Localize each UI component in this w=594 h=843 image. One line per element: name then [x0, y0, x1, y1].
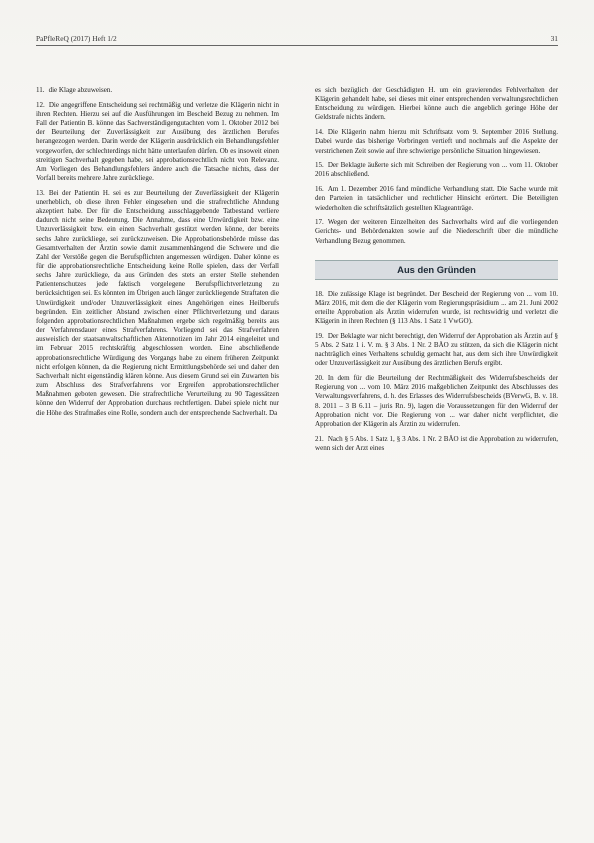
paragraph-text: es sich bezüglich der Geschädigten H. um ein gravierendes Fehlverhalten der Klägerin gehandelt habe, sei dieses mit einer entsprechenden verwaltungsrechtlichen Entscheidung zu würdigen. Hierbei könne auch die angeblich geringe Höhe der Geldstrafe nichts ändern. [315, 86, 558, 122]
paragraph [315, 374, 558, 429]
paragraph-number: 14. [315, 128, 324, 137]
paragraph-text: Am 1. Dezember 2016 fand mündliche Verhandlung statt. Die Sache wurde mit den Parteien in tatsächlicher und rechtlicher Hinsicht erörtert. Die Beteiligten wiederholten die schriftsätzlich gestellten Klageanträge. [315, 185, 558, 212]
paragraph-text: Die zulässige Klage ist begründet. Der Bescheid der Regierung von ... vom 10. März 2016, mit dem die der Klägerin vom Regierungspräsidium ... am 21. Juni 2002 erteilte Approbation als Ärztin widerrufen wurde, ist rechtswidrig und verletzt die Klägerin in ihren Rechten (§ 113 Abs. 1 Satz 1 VwGO). [315, 289, 558, 326]
paragraph-text: Der Beklagte war nicht berechtigt, den Widerruf der Approbation als Ärztin auf § 5 Abs. 2 Satz 1 i. V. m. § 3 Abs. 1 Nr. 2 BÄO zu stützen, da sich die Klägerin nicht nachträglich eines Verhaltens schuldig gemacht hat, aus dem sich ihre Unwürdigkeit oder Unzuverlässigkeit zur Ausübung des ärztlichen Berufs ergibt. [315, 331, 558, 368]
paragraph [36, 101, 279, 183]
running-header [36, 34, 558, 46]
paragraph [315, 185, 558, 212]
paragraph-number: 20. [315, 374, 324, 383]
paragraph [315, 86, 558, 123]
paragraph-number: 16. [315, 185, 324, 194]
section-heading: Aus den Gründen [315, 260, 558, 280]
paragraph-text: Bei der Patientin H. sei es zur Beurteilung der Zuverlässigkeit der Klägerin unerheblich, ob diese ihren Fehler eingesehen und die strafrechtliche Ahndung akzeptiert habe. Der für die Entscheidung ausschlaggebende Tatbestand verliere dadurch nicht seine Bedeutung. Die Annahme, dass eine Unwürdigkeit bzw. eine Unzuverlässigkeit bzw. ein einen Sachverhalt gestützt werden könne, der bereits sechs Jahre zurückliege, sei zurückzuweisen. Die Approbationsbehörde müsse das Gesamtverhalten der Ärztin sowie damit zusammenhängend die Schwere und die Zahl der Verstöße gegen die Berufspflichten angemessen würdigen. Daher könne es für die approbationsrechtliche Entscheidung keine Rolle spielen, dass der Verfall sechs Jahre zurückliege, da aus Gründen des stets an erster Stelle stehenden Patientenschutzes jede faktisch vorgelegene Berufspflichtverletzung zu berücksichtigen sei. Es könnten im Übrigen auch länger zurückliegende Straftaten die Unwürdigkeit und/oder Unzuverlässigkeit eines Angehörigen eines Heilberufs begründen. Ein zeitlicher Abstand zwischen einer Pflichtverletzung und daraus folgenden approbationsrechtlichen Maßnahmen ergebe sich regelmäßig bereits aus der Verfahrensdauer eines Strafverfahrens. Vorliegend sei das Strafverfahren ausweislich der staatsanwaltschaftlichen Aktennotizen im Jahr 2014 eingeleitet und im Februar 2015 rechtskräftig abgeschlossen worden. Eine abschließende approbationsrechtliche Würdigung des Vorgangs habe zu einem früheren Zeitpunkt nicht erfolgen können, da die Regierung nicht Ermittlungsbehörde sei und daher den Sachverhalt nicht eigenständig klären könne. Aus diesem Grund sei ein Zuwarten bis zum Abschluss des Strafverfahrens vor Ergreifen approbationsrechtlicher Maßnahmen geboten gewesen. Die strafrechtliche Verurteilung zu 90 Tagessätzen könne den Widerruf der Approbation durchaus rechtfertigen. Dabei spiele nicht nur die Höhe des Strafmaßes eine Rolle, sondern auch der entsprechende Sachverhalt. Da [36, 188, 279, 417]
paragraph [36, 86, 279, 95]
paragraph-text: Wegen der weiteren Einzelheiten des Sachverhalts wird auf die vorliegenden Gerichts- und Behördenakten sowie auf die Niederschrift über die mündliche Verhandlung Bezug genommen. [315, 218, 558, 245]
paragraph-text: Der Beklagte äußerte sich mit Schreiben der Regierung von ... vom 11. Oktober 2016 abschließend. [315, 161, 558, 179]
paragraph [315, 161, 558, 179]
paragraph [36, 189, 279, 418]
left-column [36, 86, 279, 423]
paragraph-text: Die angegriffene Entscheidung sei rechtmäßig und verletze die Klägerin nicht in ihren Rechten. Hierzu sei auf die Ausführungen im Bescheid Bezug zu nehmen. Im Fall der Patientin B. könne das Sachverständigengutachten vom 1. Oktober 2012 bei der Beurteilung der Zuverlässigkeit zur Ausübung des ärztlichen Berufes herangezogen werden. Darin werde der Klägerin ausdrücklich ein Behandlungsfehler vorgeworfen, der schlechterdings nicht hätte unterlaufen dürfen. Ob es insoweit einen streitigen Sachverhalt gegeben habe, sei approbationsrechtlich nicht von Relevanz. Am Vorliegen des Behandlungsfehlers ändere auch die Tatsache nichts, dass der Vorfall bereits mehrere Jahre zurückliege. [36, 100, 279, 182]
paragraph-text: Die Klägerin nahm hierzu mit Schriftsatz vom 9. September 2016 Stellung. Dabei wurde das bisherige Vorbringen vertieft und nochmals auf die Aspekte der verstrichenen Zeit sowie auf ihre schwierige persönliche Situation hingewiesen. [315, 128, 558, 155]
paragraph-text: In dem für die Beurteilung der Rechtmäßigkeit des Widerrufsbescheids der Regierung von ... vom 10. März 2016 maßgeblichen Zeitpunkt des Abschlusses des Verwaltungsverfahrens, d. h. des Erlasses des Widerrufsbescheids (BVerwG, B. v. 18. 8. 2011 – 3 B 6.11 – juris Rn. 9), lagen die Voraussetzungen für den Widerruf der Approbation nicht vor. Die Regierung von ... war daher nicht verpflichtet, die Approbation der Klägerin als Ärztin zu widerrufen. [315, 374, 558, 428]
paragraph [315, 332, 558, 369]
paragraph [315, 218, 558, 245]
right-column [315, 86, 558, 459]
paragraph-number: 19. [315, 331, 324, 340]
journal-reference: PaPfleReQ (2017) Heft 1/2 [36, 34, 117, 43]
paragraph [315, 290, 558, 327]
paragraph [315, 128, 558, 155]
paragraph-number: 21. [315, 434, 324, 443]
paragraph-number: 11. [36, 86, 45, 94]
paragraph [315, 435, 558, 453]
paragraph-number: 17. [315, 218, 324, 227]
paragraph-number: 12. [36, 100, 45, 109]
paragraph-text: die Klage abzuweisen. [48, 86, 113, 94]
paragraph-number: 15. [315, 161, 324, 170]
paragraph-number: 18. [315, 289, 324, 298]
paragraph-number: 13. [36, 188, 45, 197]
paragraph-text: Nach § 5 Abs. 1 Satz 1, § 3 Abs. 1 Nr. 2 BÄO ist die Approbation zu widerrufen, wenn sich der Arzt eines [315, 434, 558, 452]
page-number: 31 [550, 34, 558, 43]
